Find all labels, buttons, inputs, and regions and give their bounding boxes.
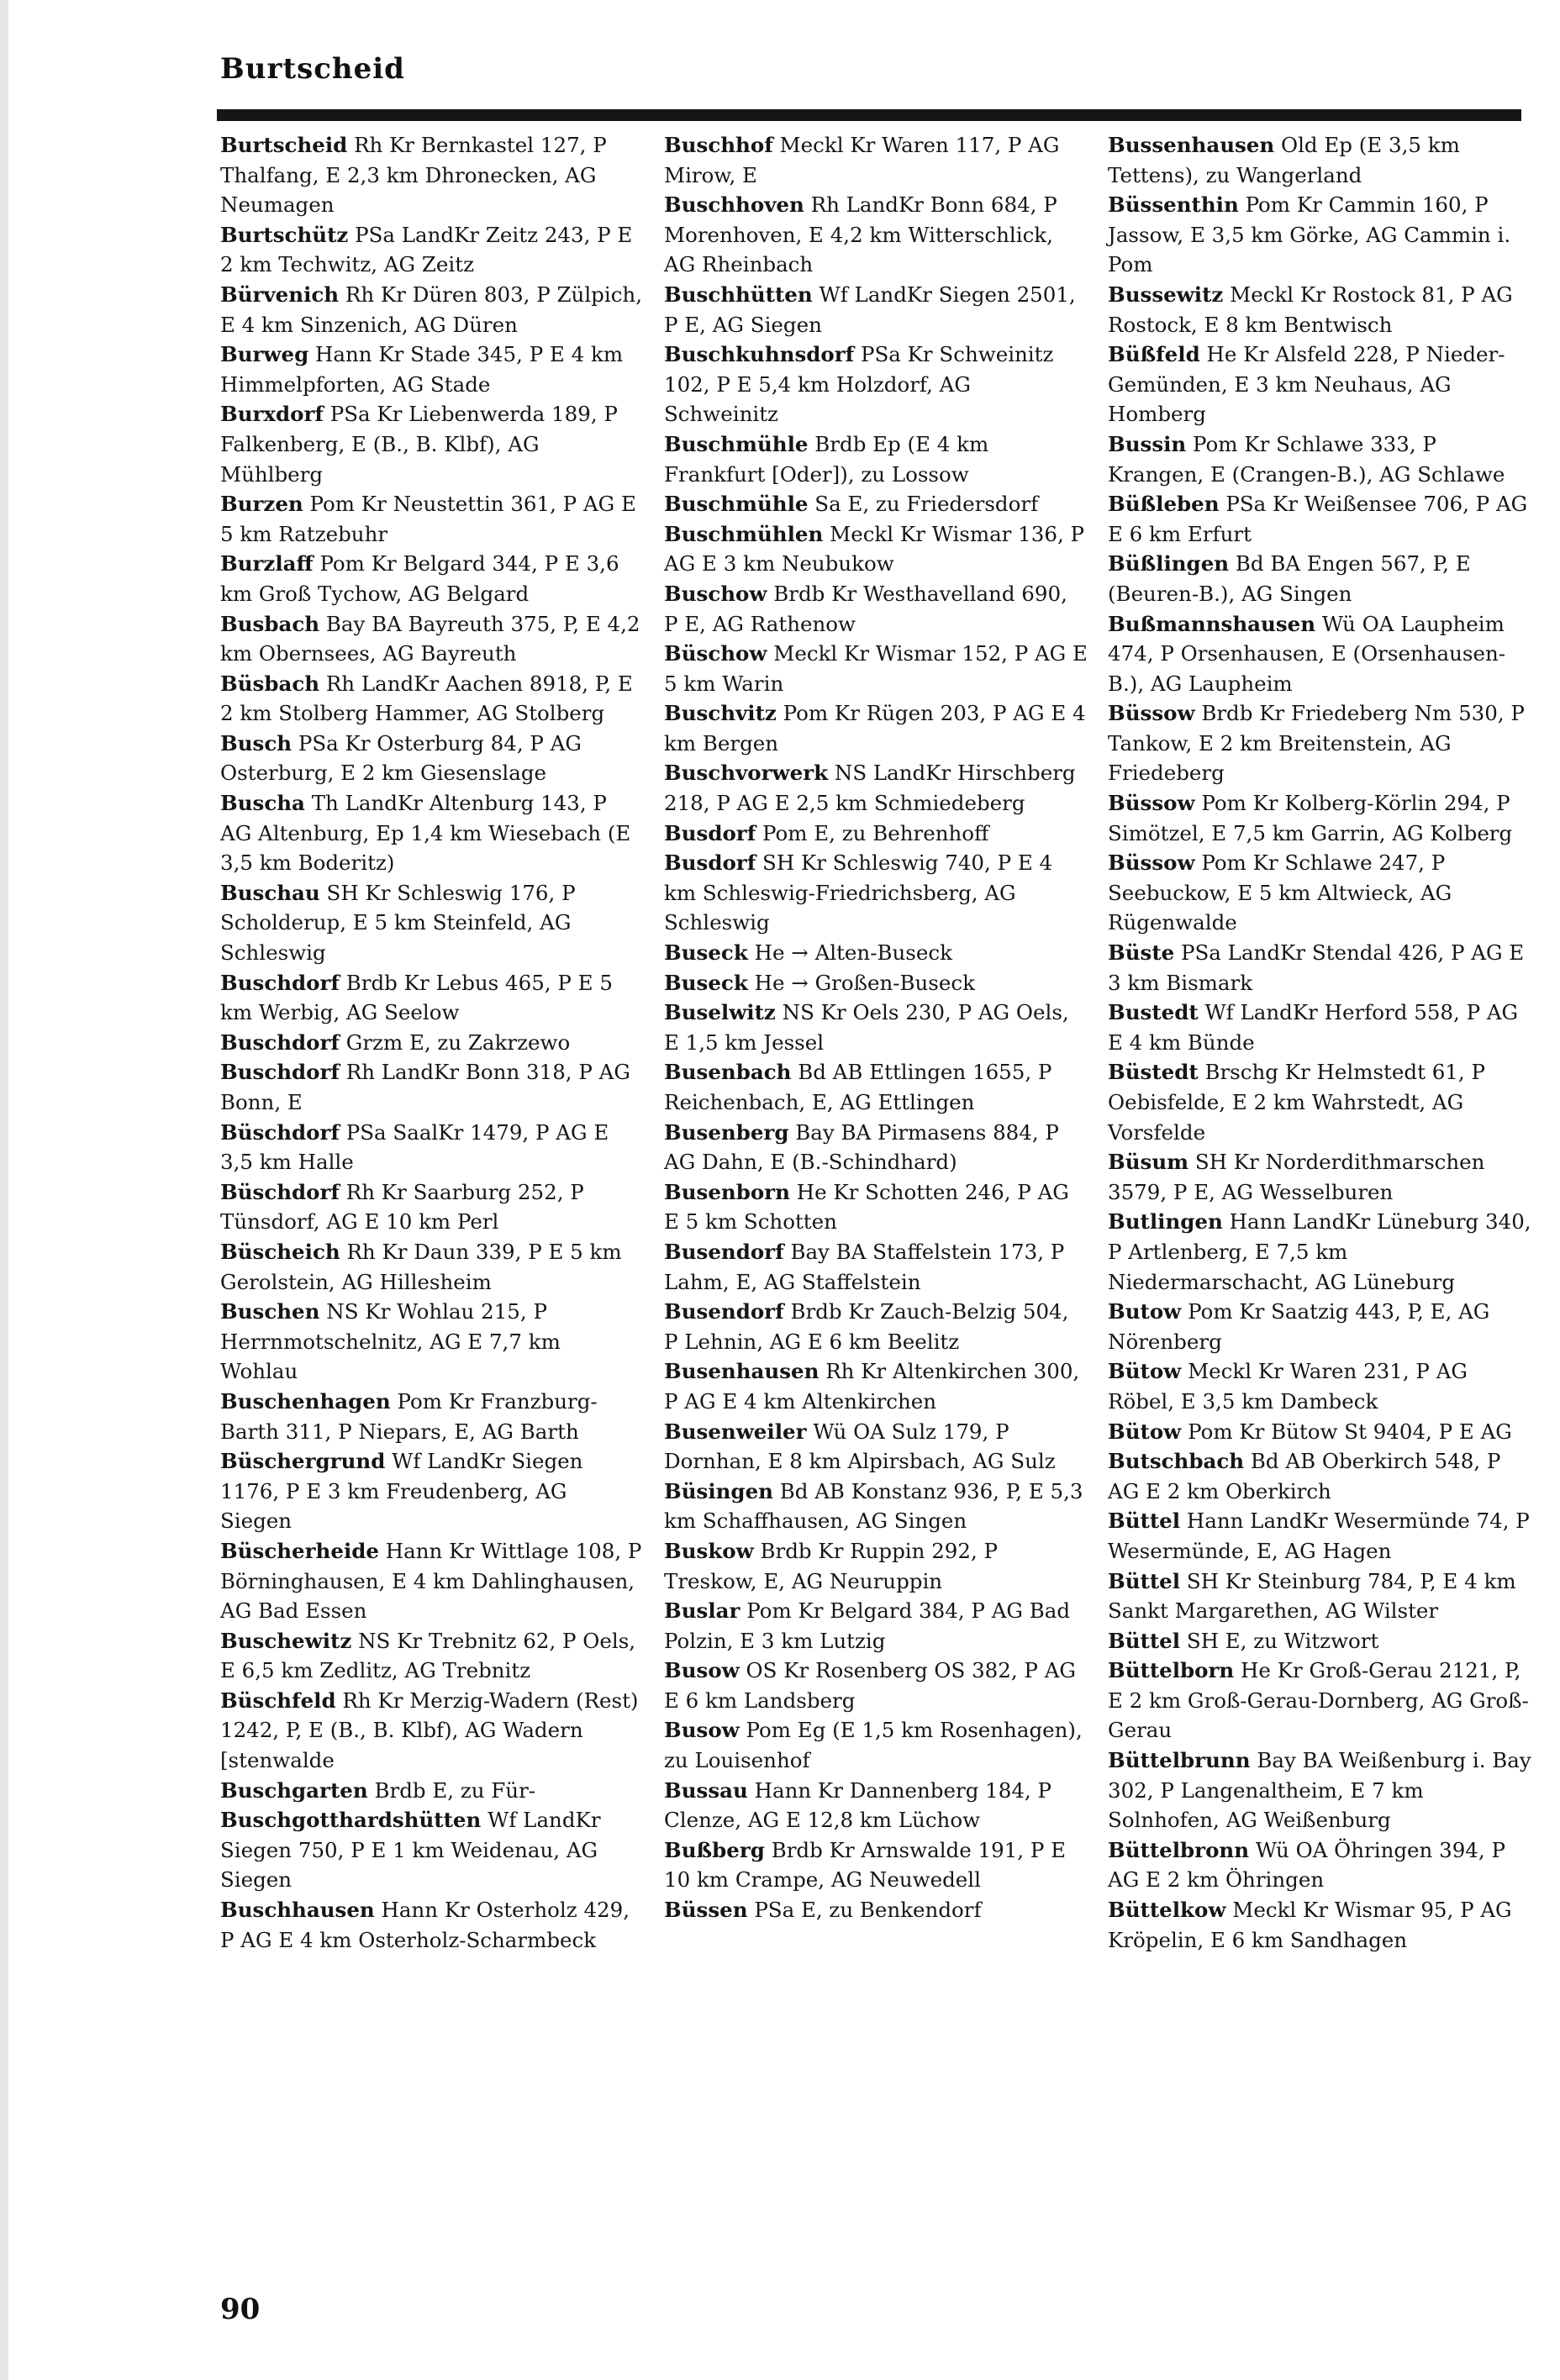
entry-details: Hann Kr Wittlage 108, P Börninghausen, E 4 km Dahlinghausen, AG Bad Essen xyxy=(220,1538,642,1624)
entry-details: Wü OA Öhringen 394, P AG E 2 km Öhringen xyxy=(1108,1837,1505,1893)
directory-entry xyxy=(220,1805,644,1895)
directory-entry xyxy=(1108,1446,1531,1506)
directory-entry xyxy=(664,968,1088,998)
entry-details: Bd AB Oberkirch 548, P AG E 2 km Oberkirch xyxy=(1108,1449,1501,1503)
entry-headword: Busow xyxy=(664,1658,740,1683)
directory-entry xyxy=(664,938,1088,968)
entry-headword: Busenbach xyxy=(664,1060,792,1085)
directory-entry xyxy=(1108,340,1531,429)
directory-entry xyxy=(220,549,644,608)
entry-details: PSa LandKr Zeitz 243, P E 2 km Techwitz, AG Zeitz xyxy=(220,222,633,277)
directory-entry xyxy=(220,280,644,340)
entry-headword: Buschgarten xyxy=(220,1777,368,1803)
directory-entry xyxy=(220,1776,644,1806)
entry-details: SH E, zu Witzwort xyxy=(1186,1628,1379,1653)
entry-details: Pom Kr Franzburg-Barth 311, P Niepars, E, AG Barth xyxy=(220,1388,598,1444)
entry-headword: Büschdorf xyxy=(220,1179,340,1204)
entry-details: Pom Kr Rügen 203, P AG E 4 km Bergen xyxy=(664,701,1086,756)
entry-details: Brdb Kr Friedeberg Nm 530, P Tankow, E 2 km Breitenstein, AG Friedeberg xyxy=(1108,701,1525,786)
entry-headword: Busendorf xyxy=(664,1299,784,1324)
entry-headword: Buschgotthardshütten xyxy=(220,1808,482,1833)
directory-entry xyxy=(664,848,1088,938)
directory-entry xyxy=(664,130,1088,190)
entry-details: Pom Kr Neustettin 361, P AG E 5 km Ratzebuhr xyxy=(220,492,636,546)
entry-details: NS Kr Wohlau 215, P Herrnmotschelnitz, AG E 7,7 km Wohlau xyxy=(220,1299,561,1384)
entry-details: Bay BA Pirmasens 884, P AG Dahn, E (B.-Schindhard) xyxy=(664,1119,1059,1175)
directory-entry xyxy=(664,1596,1088,1656)
entry-details: Hann Kr Osterholz 429, P AG E 4 km Osterholz-Scharmbeck xyxy=(220,1898,630,1952)
entry-headword: Buschau xyxy=(220,880,320,905)
entry-headword: Büschergrund xyxy=(220,1449,386,1474)
entry-headword: Bußberg xyxy=(664,1837,765,1862)
entry-details: Meckl Kr Wismar 152, P AG E 5 km Warin xyxy=(664,641,1088,696)
directory-entry xyxy=(664,1177,1088,1237)
entry-details: Pom Kr Belgard 344, P E 3,6 km Groß Tychow, AG Belgard xyxy=(220,551,619,606)
directory-entry xyxy=(220,220,644,280)
entry-headword: Büttelkow xyxy=(1108,1898,1226,1923)
entry-details: Rh Kr Daun 339, P E 5 km Gerolstein, AG Hillesheim xyxy=(220,1239,622,1294)
entry-details: Wf LandKr Herford 558, P AG E 4 km Bünde xyxy=(1108,1000,1519,1055)
entry-headword: Buscha xyxy=(220,791,305,816)
entry-details: Pom Kr Cammin 160, P Jassow, E 3,5 km Görke, AG Cammin i. Pom xyxy=(1108,192,1511,277)
entry-details: Hann LandKr Wesermünde 74, P Wesermünde, E, AG Hagen xyxy=(1108,1509,1530,1563)
entry-headword: Buseck xyxy=(664,970,748,995)
directory-entry xyxy=(220,1297,644,1387)
directory-entry xyxy=(220,1118,644,1177)
entry-headword: Buschdorf xyxy=(220,1060,340,1085)
directory-entry xyxy=(664,1835,1088,1895)
entry-headword: Büste xyxy=(1108,940,1175,966)
entry-details: Rh Kr Altenkirchen 300, P AG E 4 km Altenkirchen xyxy=(664,1359,1080,1414)
directory-entry xyxy=(664,1715,1088,1775)
entry-headword: Büssow xyxy=(1108,701,1195,726)
entry-headword: Bussin xyxy=(1108,431,1187,456)
entry-headword: Buschhütten xyxy=(664,282,813,307)
entry-headword: Büttel xyxy=(1108,1509,1181,1534)
entry-headword: Buschen xyxy=(220,1299,320,1324)
entry-details: Hann LandKr Lüneburg 340, P Artlenberg, E 7,5 km Niedermarschacht, AG Lüneburg xyxy=(1108,1209,1531,1294)
entry-headword: Bussau xyxy=(664,1777,748,1803)
entry-details: Pom Kr Schlawe 247, P Seebuckow, E 5 km Altwieck, AG Rügenwalde xyxy=(1108,850,1452,935)
entry-details: Hann Kr Stade 345, P E 4 km Himmelpforten, AG Stade xyxy=(220,342,624,397)
directory-entry xyxy=(1108,429,1531,489)
entry-details: Brschg Kr Helmstedt 61, P Oebisfelde, E 2 km Wahrstedt, AG Vorsfelde xyxy=(1108,1060,1485,1145)
directory-entry xyxy=(220,1626,644,1686)
directory-entry xyxy=(220,609,644,669)
entry-details: Grzm E, zu Zakrzewo xyxy=(345,1029,571,1055)
directory-entry xyxy=(1108,1656,1531,1746)
entry-details: Wü OA Laupheim 474, P Orsenhausen, E (Orsenhausen-B.), AG Laupheim xyxy=(1108,611,1506,696)
entry-headword: Büschow xyxy=(664,641,767,666)
page-number: 90 xyxy=(220,2293,261,2326)
entry-headword: Büttelborn xyxy=(1108,1658,1235,1683)
entry-details: Meckl Kr Wismar 95, P AG Kröpelin, E 6 km Sandhagen xyxy=(1108,1898,1512,1952)
entry-details: Wf LandKr Siegen 1176, P E 3 km Freudenberg, AG Siegen xyxy=(220,1449,583,1534)
entry-details: Brdb Kr Westhavelland 690, P E, AG Rathenow xyxy=(664,581,1067,636)
entry-headword: Büttel xyxy=(1108,1568,1181,1593)
entry-details: NS LandKr Hirschberg 218, P AG E 2,5 km Schmiedeberg xyxy=(664,761,1076,816)
directory-entry xyxy=(1108,698,1531,788)
entry-details: Bd AB Konstanz 936, P, E 5,3 km Schaffhausen, AG Singen xyxy=(664,1478,1083,1534)
entry-headword: Buschmühlen xyxy=(664,521,824,546)
directory-entry xyxy=(220,878,644,968)
directory-entry xyxy=(664,1237,1088,1297)
entry-headword: Buschhoven xyxy=(664,192,804,218)
directory-entry xyxy=(220,130,644,220)
entry-details: Brdb E, zu Für- xyxy=(374,1777,536,1803)
directory-entry xyxy=(1108,1417,1531,1447)
directory-entry xyxy=(220,1237,644,1297)
directory-entry xyxy=(1108,130,1531,190)
entry-headword: Busenweiler xyxy=(664,1419,807,1444)
directory-entry xyxy=(1108,998,1531,1057)
entry-details: Wf LandKr Siegen 2501, P E, AG Siegen xyxy=(664,282,1076,337)
directory-entry xyxy=(220,669,644,729)
directory-entry xyxy=(1108,489,1531,549)
entry-details: Meckl Kr Waren 117, P AG Mirow, E xyxy=(664,133,1060,187)
entry-details: Pom E, zu Behrenhoff xyxy=(762,820,989,845)
directory-entry xyxy=(664,1297,1088,1356)
directory-entry xyxy=(664,1417,1088,1477)
directory-entry xyxy=(664,519,1088,579)
directory-entry xyxy=(664,579,1088,639)
entry-details: He Kr Schotten 246, P AG E 5 km Schotten xyxy=(664,1179,1069,1235)
entry-headword: Busch xyxy=(220,730,292,756)
entry-details: Pom Kr Bütow St 9404, P E AG xyxy=(1188,1419,1512,1444)
entry-headword: Buskow xyxy=(664,1538,754,1563)
entry-headword: Buschhausen xyxy=(220,1898,375,1923)
entry-details: Meckl Kr Rostock 81, P AG Rostock, E 8 km Bentwisch xyxy=(1108,282,1513,337)
directory-entry xyxy=(220,1028,644,1058)
entry-headword: Buschvitz xyxy=(664,701,777,726)
entry-headword: Burxdorf xyxy=(220,402,324,427)
entry-details: PSa E, zu Benkendorf xyxy=(754,1898,982,1923)
entry-details: He → Großen-Buseck xyxy=(754,970,975,995)
entry-headword: Bürvenich xyxy=(220,282,340,307)
directory-entry xyxy=(220,1446,644,1536)
entry-headword: Burzen xyxy=(220,492,303,517)
entry-details: Rh LandKr Aachen 8918, P, E 2 km Stolberg Hammer, AG Stolberg xyxy=(220,671,633,726)
entry-details: Pom Kr Saatzig 443, P, E, AG Nörenberg xyxy=(1108,1299,1490,1354)
entry-headword: Bussenhausen xyxy=(1108,133,1275,157)
directory-entry xyxy=(220,968,644,1028)
entry-details: He Kr Groß-Gerau 2121, P, E 2 km Groß-Gerau-Dornberg, AG Groß-Gerau xyxy=(1108,1658,1529,1743)
entry-details: Meckl Kr Waren 231, P AG Röbel, E 3,5 km Dambeck xyxy=(1108,1359,1468,1414)
entry-details: Pom Eg (E 1,5 km Rosenhagen), zu Louisenhof xyxy=(664,1718,1083,1773)
entry-headword: Buschdorf xyxy=(220,970,340,995)
entry-headword: Büsum xyxy=(1108,1150,1189,1175)
entry-headword: Buschow xyxy=(664,581,767,606)
directory-entry xyxy=(1108,1566,1531,1626)
entry-details: Th LandKr Altenburg 143, P AG Altenburg, Ep 1,4 km Wiesebach (E 3,5 km Boderitz) xyxy=(220,791,631,876)
page-edge-shadow xyxy=(0,0,8,2380)
directory-entry xyxy=(220,1057,644,1117)
entry-headword: Busow xyxy=(664,1718,740,1743)
entry-details: PSa Kr Osterburg 84, P AG Osterburg, E 2 km Giesenslage xyxy=(220,730,582,786)
column-left xyxy=(220,130,644,1955)
directory-entry xyxy=(664,819,1088,849)
entry-headword: Büscherheide xyxy=(220,1538,379,1563)
directory-entry xyxy=(1108,1895,1531,1955)
entry-details: Rh LandKr Bonn 318, P AG Bonn, E xyxy=(220,1060,630,1114)
entry-details: Bay BA Staffelstein 173, P Lahm, E, AG Staffelstein xyxy=(664,1239,1065,1294)
entry-details: PSa LandKr Stendal 426, P AG E 3 km Bismark xyxy=(1108,940,1525,995)
directory-entry xyxy=(1108,1626,1531,1656)
entry-headword: Büssow xyxy=(1108,791,1195,816)
entry-details: Rh Kr Merzig-Wadern (Rest) 1242, P, E (B., B. Klbf), AG Wadern [stenwalde xyxy=(220,1688,639,1773)
column-middle xyxy=(664,130,1088,1925)
directory-entry xyxy=(220,1536,644,1626)
entry-details: SH Kr Steinburg 784, P, E 4 km Sankt Margarethen, AG Wilster xyxy=(1108,1568,1516,1624)
entry-details: Brdb Kr Lebus 465, P E 5 km Werbig, AG Seelow xyxy=(220,970,613,1025)
directory-entry xyxy=(664,340,1088,429)
entry-details: Rh Kr Bernkastel 127, P Thalfang, E 2,3 km Dhronecken, AG Neumagen xyxy=(220,133,607,218)
header-rule xyxy=(217,109,1521,121)
entry-headword: Butschbach xyxy=(1108,1449,1245,1474)
directory-entry xyxy=(1108,1835,1531,1895)
directory-entry xyxy=(1108,1746,1531,1835)
entry-headword: Buseck xyxy=(664,940,748,966)
entry-details: Old Ep (E 3,5 km Tettens), zu Wangerland xyxy=(1108,133,1460,187)
entry-headword: Bütow xyxy=(1108,1359,1182,1384)
directory-entry xyxy=(220,1177,644,1237)
entry-headword: Büschdorf xyxy=(220,1119,340,1145)
directory-entry xyxy=(220,489,644,549)
entry-headword: Büschfeld xyxy=(220,1688,336,1713)
entry-headword: Busenberg xyxy=(664,1119,789,1145)
directory-entry xyxy=(664,998,1088,1057)
entry-headword: Büttelbrunn xyxy=(1108,1748,1251,1773)
directory-entry xyxy=(664,429,1088,489)
entry-headword: Burtscheid xyxy=(220,133,348,157)
entry-details: PSa Kr Schweinitz 102, P E 5,4 km Holzdorf, AG Schweinitz xyxy=(664,342,1054,427)
entry-headword: Busbach xyxy=(220,611,320,636)
entry-headword: Buslar xyxy=(664,1598,740,1624)
entry-headword: Busdorf xyxy=(664,820,756,845)
entry-details: Hann Kr Dannenberg 184, P Clenze, AG E 12,8 km Lüchow xyxy=(664,1777,1051,1833)
entry-headword: Büttelbronn xyxy=(1108,1837,1250,1862)
entry-headword: Buselwitz xyxy=(664,1000,776,1025)
entry-details: Pom Kr Belgard 384, P AG Bad Polzin, E 3 km Lutzig xyxy=(664,1598,1071,1653)
directory-entry xyxy=(664,280,1088,340)
entry-headword: Büsbach xyxy=(220,671,320,696)
column-right xyxy=(1108,130,1531,1955)
directory-entry xyxy=(664,1895,1088,1925)
entry-headword: Büssen xyxy=(664,1898,748,1923)
entry-details: Brdb Kr Arnswalde 191, P E 10 km Crampe, AG Neuwedell xyxy=(664,1837,1067,1893)
directory-entry xyxy=(664,758,1088,818)
directory-entry xyxy=(664,190,1088,280)
running-head: Burtscheid xyxy=(220,52,405,86)
entry-details: Wf LandKr Siegen 750, P E 1 km Weidenau, AG Siegen xyxy=(220,1808,601,1893)
entry-headword: Bußmannshausen xyxy=(1108,611,1316,636)
entry-details: Pom Kr Schlawe 333, P Krangen, E (Crangen-B.), AG Schlawe xyxy=(1108,431,1505,487)
entry-details: Brdb Ep (E 4 km Frankfurt [Oder]), zu Lossow xyxy=(664,431,989,487)
entry-headword: Büßfeld xyxy=(1108,342,1200,367)
directory-entry xyxy=(220,1686,644,1776)
entry-details: Bay BA Weißenburg i. Bay 302, P Langenaltheim, E 7 km Solnhofen, AG Weißenburg xyxy=(1108,1748,1531,1833)
entry-headword: Butow xyxy=(1108,1299,1182,1324)
entry-details: Brdb Kr Ruppin 292, P Treskow, E, AG Neuruppin xyxy=(664,1538,999,1593)
directory-entry xyxy=(220,788,644,878)
entry-details: Meckl Kr Wismar 136, P AG E 3 km Neubukow xyxy=(664,521,1085,577)
directory-entry xyxy=(664,1776,1088,1835)
entry-headword: Busdorf xyxy=(664,850,756,876)
directory-entry xyxy=(664,698,1088,758)
entry-details: SH Kr Schleswig 176, P Scholderup, E 5 km Steinfeld, AG Schleswig xyxy=(220,880,576,966)
entry-details: Bay BA Bayreuth 375, P, E 4,2 km Obernsees, AG Bayreuth xyxy=(220,611,640,666)
entry-headword: Büsingen xyxy=(664,1478,773,1503)
entry-headword: Buschdorf xyxy=(220,1029,340,1055)
entry-details: Rh Kr Saarburg 252, P Tünsdorf, AG E 10 km Perl xyxy=(220,1179,584,1235)
entry-headword: Büssow xyxy=(1108,850,1195,876)
directory-entry xyxy=(1108,280,1531,340)
entry-details: OS Kr Rosenberg OS 382, P AG E 6 km Landsberg xyxy=(664,1658,1076,1713)
directory-entry xyxy=(664,1656,1088,1715)
entry-details: SH Kr Norderdithmarschen 3579, P E, AG Wesselburen xyxy=(1108,1150,1485,1204)
entry-details: Bd AB Ettlingen 1655, P Reichenbach, E, AG Ettlingen xyxy=(664,1060,1052,1114)
entry-headword: Bussewitz xyxy=(1108,282,1224,307)
directory-entry xyxy=(664,1356,1088,1416)
entry-details: NS Kr Trebnitz 62, P Oels, E 6,5 km Zedlitz, AG Trebnitz xyxy=(220,1628,636,1683)
directory-entry xyxy=(1108,1506,1531,1566)
entry-details: PSa SaalKr 1479, P AG E 3,5 km Halle xyxy=(220,1119,609,1175)
directory-entry xyxy=(220,1387,644,1446)
directory-entry xyxy=(220,729,644,788)
entry-headword: Busendorf xyxy=(664,1239,784,1264)
entry-details: Bd BA Engen 567, P, E (Beuren-B.), AG Singen xyxy=(1108,551,1471,606)
entry-headword: Buschhof xyxy=(664,133,773,157)
entry-headword: Büscheich xyxy=(220,1239,340,1264)
entry-headword: Büßleben xyxy=(1108,492,1220,517)
directory-entry xyxy=(664,1057,1088,1117)
entry-headword: Büstedt xyxy=(1108,1060,1199,1085)
entry-headword: Buschmühle xyxy=(664,492,809,517)
directory-entry xyxy=(664,489,1088,519)
entry-details: Brdb Kr Zauch-Belzig 504, P Lehnin, AG E 6 km Beelitz xyxy=(664,1299,1069,1354)
entry-headword: Burweg xyxy=(220,342,309,367)
entry-details: PSa Kr Liebenwerda 189, P Falkenberg, E (B., B. Klbf), AG Mühlberg xyxy=(220,402,618,487)
entry-details: Sa E, zu Friedersdorf xyxy=(814,492,1039,517)
entry-headword: Buschvorwerk xyxy=(664,761,829,786)
directory-entry xyxy=(1108,1057,1531,1147)
directory-entry xyxy=(1108,549,1531,608)
entry-details: He Kr Alsfeld 228, P Nieder-Gemünden, E 3 km Neuhaus, AG Homberg xyxy=(1108,342,1505,427)
entry-headword: Buschenhagen xyxy=(220,1388,391,1414)
entry-headword: Busenhausen xyxy=(664,1359,820,1384)
directory-entry xyxy=(664,639,1088,698)
directory-entry xyxy=(1108,1356,1531,1416)
entry-headword: Busenborn xyxy=(664,1179,790,1204)
directory-entry xyxy=(664,1118,1088,1177)
entry-headword: Buschkuhnsdorf xyxy=(664,342,855,367)
entry-headword: Büßlingen xyxy=(1108,551,1230,577)
directory-entry xyxy=(1108,788,1531,848)
directory-entry xyxy=(220,1895,644,1955)
entry-details: Pom Kr Kolberg-Körlin 294, P Simötzel, E 7,5 km Garrin, AG Kolberg xyxy=(1108,791,1513,845)
directory-entry xyxy=(1108,1147,1531,1207)
entry-details: Wü OA Sulz 179, P Dornhan, E 8 km Alpirsbach, AG Sulz xyxy=(664,1419,1056,1474)
directory-entry xyxy=(220,340,644,399)
entry-headword: Burzlaff xyxy=(220,551,314,577)
entry-details: Rh LandKr Bonn 684, P Morenhoven, E 4,2 km Witterschlick, AG Rheinbach xyxy=(664,192,1057,277)
directory-entry xyxy=(1108,938,1531,998)
entry-headword: Büssenthin xyxy=(1108,192,1239,218)
entry-headword: Butlingen xyxy=(1108,1209,1223,1235)
entry-details: SH Kr Schleswig 740, P E 4 km Schleswig-Friedrichsberg, AG Schleswig xyxy=(664,850,1053,935)
entry-headword: Burtschütz xyxy=(220,222,349,247)
entry-headword: Bustedt xyxy=(1108,1000,1199,1025)
directory-entry xyxy=(1108,1207,1531,1297)
entry-details: PSa Kr Weißensee 706, P AG E 6 km Erfurt xyxy=(1108,492,1528,546)
entry-headword: Büttel xyxy=(1108,1628,1181,1653)
directory-entry xyxy=(1108,848,1531,938)
entry-headword: Bütow xyxy=(1108,1419,1182,1444)
directory-entry xyxy=(1108,190,1531,280)
directory-entry xyxy=(664,1536,1088,1596)
directory-entry xyxy=(1108,1297,1531,1356)
entry-headword: Buschmühle xyxy=(664,431,809,456)
directory-entry xyxy=(1108,609,1531,699)
entry-details: He → Alten-Buseck xyxy=(754,940,952,966)
directory-entry xyxy=(664,1477,1088,1536)
entry-details: Rh Kr Düren 803, P Zülpich, E 4 km Sinzenich, AG Düren xyxy=(220,282,642,337)
entry-details: NS Kr Oels 230, P AG Oels, E 1,5 km Jessel xyxy=(664,1000,1069,1055)
directory-entry xyxy=(220,399,644,489)
entry-headword: Buschewitz xyxy=(220,1628,352,1653)
